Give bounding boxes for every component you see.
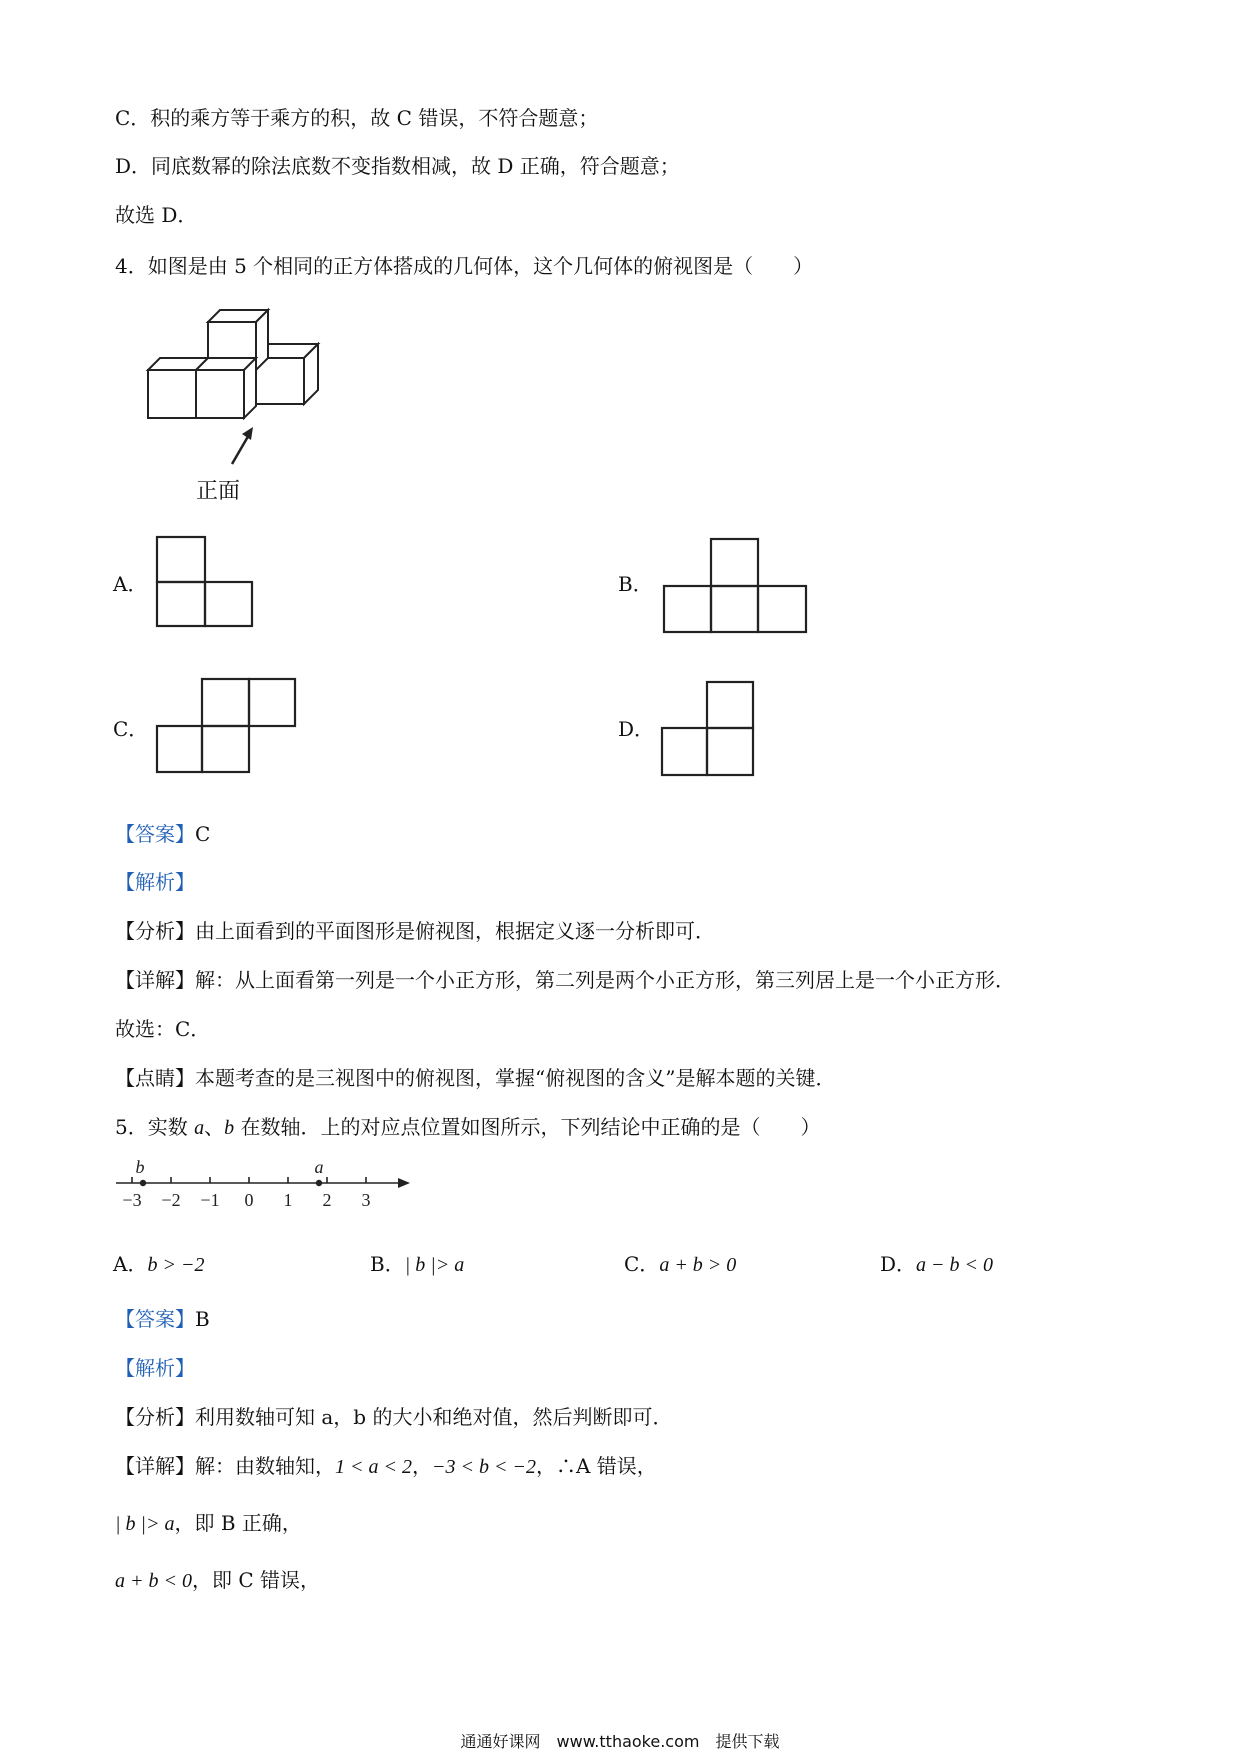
q4-xiangjie-line <box>115 966 1015 994</box>
answer-value: C <box>195 822 211 846</box>
q5-option-a-math: b > −2 <box>147 1254 205 1276</box>
front-label: 正面 <box>196 479 241 504</box>
q4-option-a-label: A． <box>113 572 148 596</box>
fenxi-text: 由上面看到的平面图形是俯视图，根据定义逐一分析即可． <box>195 919 715 943</box>
answer-value: B <box>195 1307 210 1331</box>
q4-option-d-label: D． <box>618 717 655 741</box>
tick-label: 1 <box>283 1190 293 1210</box>
fenxi-tag: 【分析】 <box>115 919 195 943</box>
point-a-dot <box>316 1180 322 1186</box>
q5-answer-line <box>115 1305 210 1333</box>
q4-answer-line <box>115 820 210 848</box>
q5-fenxi-line <box>115 1403 672 1431</box>
xiangjie-tag: 【详解】 <box>115 1454 195 1478</box>
q5-sep: 、 <box>204 1115 225 1139</box>
q5-option-b-math: | b |> a <box>404 1254 465 1276</box>
q4-option-b-label: B． <box>618 572 653 596</box>
q5-var-a: a <box>194 1117 205 1139</box>
abs-inequality: | b |> a <box>115 1513 175 1535</box>
q5-var-b: b <box>224 1117 235 1139</box>
dianjing-tag: 【点睛】 <box>115 1066 195 1090</box>
tick-label: −3 <box>122 1190 142 1210</box>
q4-option-c-figure <box>155 677 305 777</box>
point-a-label: a <box>314 1157 324 1177</box>
number-line-figure <box>112 1153 422 1211</box>
q4-option-d-figure <box>660 680 760 780</box>
prev-option-c-line: C．积的乘方等于乘方的积，故 C 错误，不符合题意； <box>115 106 599 130</box>
tick-label: 3 <box>361 1190 371 1210</box>
q5-option-b-label: B． <box>370 1252 405 1276</box>
tick-label: 0 <box>244 1190 254 1210</box>
q4-option-a-figure <box>155 535 255 635</box>
q5-option-b <box>370 1250 464 1279</box>
q5-line-c <box>115 1566 320 1595</box>
tick-label: −2 <box>161 1190 181 1210</box>
comma: ， <box>412 1454 432 1478</box>
q5-option-d-math: a − b < 0 <box>916 1254 994 1276</box>
q4-analysis-heading: 【解析】 <box>115 870 195 894</box>
q5-option-a <box>113 1250 204 1279</box>
xiangjie-tag: 【详解】 <box>115 968 195 992</box>
prev-choose-line: 故选 D． <box>115 203 198 227</box>
inequality-b: −3 < b < −2 <box>432 1456 536 1478</box>
q5-option-c-label: C． <box>624 1252 660 1276</box>
q4-option-b-figure <box>662 537 812 637</box>
answer-tag: 【答案】 <box>115 1307 195 1331</box>
q4-choose-line: 故选：C． <box>115 1017 211 1041</box>
inequality-a: 1 < a < 2 <box>335 1456 412 1478</box>
xiangjie-text: 解：由数轴知， <box>195 1454 335 1478</box>
q4-option-c-label: C． <box>113 717 149 741</box>
question-4-stem: 4．如图是由 5 个相同的正方体搭成的几何体，这个几何体的俯视图是（ ） <box>115 254 814 278</box>
q5-analysis-heading: 【解析】 <box>115 1356 195 1380</box>
q5-stem-part1: 5．实数 <box>115 1115 195 1139</box>
q5-option-a-label: A． <box>113 1252 148 1276</box>
page-footer: 通通好课网 www.tthaoke.com 提供下载 <box>460 1732 780 1751</box>
fenxi-text: 利用数轴可知 a，b 的大小和绝对值，然后判断即可． <box>195 1405 673 1429</box>
dianjing-text: 本题考查的是三视图中的俯视图，掌握“俯视图的含义”是解本题的关键． <box>195 1066 836 1090</box>
line-b-text: ，即 B 正确， <box>174 1511 302 1535</box>
xiangjie-conclusion: ，∴A 错误， <box>535 1454 657 1478</box>
line-c-text: ，即 C 错误， <box>192 1568 321 1592</box>
fenxi-tag: 【分析】 <box>115 1405 195 1429</box>
prev-option-d-line: D．同底数幂的除法底数不变指数相减，故 D 正确，符合题意； <box>115 154 680 178</box>
q5-option-d <box>880 1250 993 1279</box>
question-5-stem <box>115 1113 820 1142</box>
q4-dianjing-line <box>115 1064 835 1092</box>
tick-label: 2 <box>322 1190 332 1210</box>
tick-label: −1 <box>200 1190 220 1210</box>
answer-tag: 【答案】 <box>115 822 195 846</box>
q5-stem-part2: 在数轴．上的对应点位置如图所示，下列结论中正确的是（ ） <box>234 1115 821 1139</box>
sum-inequality: a + b < 0 <box>115 1570 192 1592</box>
xiangjie-text: 解：从上面看第一列是一个小正方形，第二列是两个小正方形，第三列居上是一个小正方形． <box>195 968 1015 992</box>
point-b-label: b <box>135 1157 145 1177</box>
q5-line-b <box>115 1509 302 1538</box>
q5-option-d-label: D． <box>880 1252 917 1276</box>
q5-xiangjie-line <box>115 1452 657 1481</box>
q4-fenxi-line <box>115 917 715 945</box>
q5-option-c-math: a + b > 0 <box>659 1254 737 1276</box>
q5-option-c <box>624 1250 736 1279</box>
point-b-dot <box>140 1180 146 1186</box>
